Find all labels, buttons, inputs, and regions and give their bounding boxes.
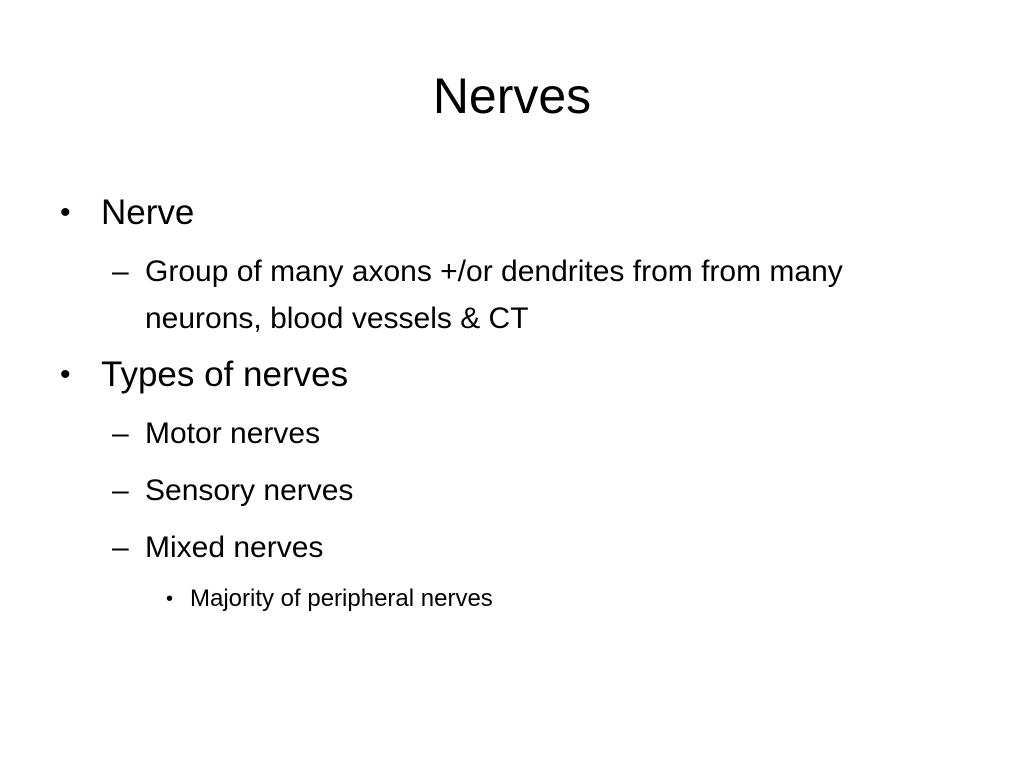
bullet-icon: •: [166, 588, 174, 610]
sub-item-text: Sensory nerves: [145, 474, 354, 507]
list-item-text: Types of nerves: [101, 355, 349, 394]
dash-icon: –: [112, 417, 129, 450]
bullet-icon: •: [60, 196, 71, 229]
sub-item-sensory-nerves: [112, 467, 960, 514]
sub-item-text: Group of many axons +/or dendrites from from many neurons, blood vessels & CT: [145, 255, 843, 335]
bullet-icon: •: [60, 358, 71, 391]
dash-icon: –: [112, 474, 129, 507]
dash-icon: –: [112, 255, 129, 288]
list-item-types-of-nerves: [60, 352, 960, 398]
sub-sub-item-majority: [166, 581, 960, 617]
sub-item-text: Mixed nerves: [145, 531, 324, 564]
slide-title: Nerves: [432, 68, 592, 124]
list-item-text: Nerve: [101, 193, 195, 232]
sub-item-mixed-nerves: [112, 524, 960, 571]
sub-item-motor-nerves: [112, 410, 960, 457]
sub-item-text: Motor nerves: [145, 417, 321, 450]
dash-icon: –: [112, 531, 129, 564]
sub-sub-item-text: Majority of peripheral nerves: [190, 585, 493, 612]
list-item-nerve: [60, 190, 960, 236]
bullet-list: [60, 190, 960, 617]
sub-item-definition: [112, 248, 960, 342]
